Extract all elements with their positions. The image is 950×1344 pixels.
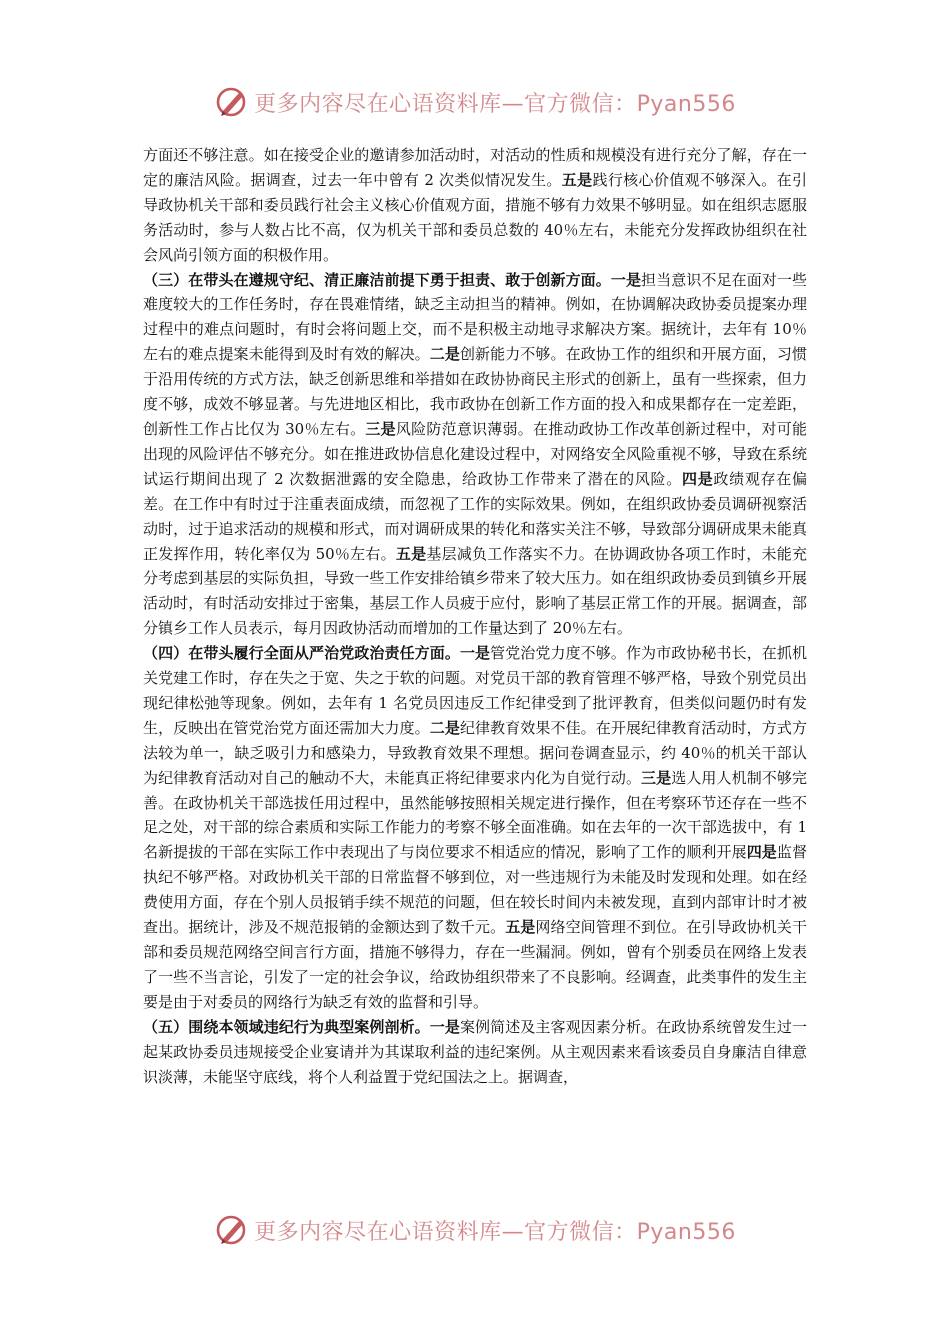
bold-run: 四是 — [746, 843, 777, 862]
watermark-text: 更多内容尽在心语资料库—官方微信：Pyan556 — [254, 91, 736, 117]
text-run: 创新能力不够。在政协工作的组织和开展方面，习惯于沿用传统的方式方法，缺乏创新思维和举措如在政协协商民主形式的创新上，虽有一些探索，但力度不够，成效不够显著。与先进地区相比，我市政协在创新工作方面的投入和成果都存在一定差距，创新性工作占比仅为 30％左右。 — [143, 345, 807, 438]
bold-run: 一是 — [459, 644, 491, 663]
watermark-header — [0, 82, 950, 122]
text-run: 网络空间管理不到位。在引导政协机关干部和委员规范网络空间言行方面，措施不够得力，存在一些漏洞。例如，曾有个别委员在网络上发表了一些不当言论，引发了一定的社会争议，给政协组织带来了不良影响。经调查，此类事件的发生主要是由于对委员的网络行为缺乏有效的监督和引导。 — [143, 918, 807, 1011]
bold-run: 三是 — [365, 419, 396, 438]
paragraph — [143, 641, 807, 1015]
bold-run: （三）在带头在遵规守纪、清正廉洁前提下勇于担责、敢于创新方面。 — [143, 270, 611, 289]
text-run: 担当意识不足在面对一些难度较大的工作任务时，存在畏难情绪，缺乏主动担当的精神。例如，在协调解决政协委员提案办理过程中的难点问题时，有时会将问题上交，而不是积极主动地寻求解决方案。据统计，去年有 10％左右的难点提案未能得到及时有效的解决。 — [143, 270, 807, 364]
paragraph — [143, 143, 807, 268]
watermark-text: 更多内容尽在心语资料库—官方微信：Pyan556 — [254, 1219, 736, 1245]
text-run: 政绩观存在偏差。在工作中有时过于注重表面成绩，而忽视了工作的实际效果。例如，在组织政协委员调研视察活动时，过于追求活动的规模和形式，而对调研成果的转化和落实关注不够，导致部分调研成果未能真正发挥作用，转化率仅为 50％左右。 — [143, 469, 807, 563]
text-run: 案例简述及主客观因素分析。在政协系统曾发生过一起某政协委员违规接受企业宴请并为其谋取利益的违纪案例。从主观因素来看该委员自身廉洁自律意识淡薄，未能坚守底线，将个人利益置于党纪国法之上。据调查， — [143, 1017, 807, 1086]
text-run: 管党治党力度不够。作为市政协秘书长，在抓机关党建工作时，存在失之于宽、失之于软的问题。对党员干部的教育管理不够严格，导致个别党员出现纪律松弛等现象。例如，去年有 1 名党员因违反工作纪律受到了批评教育，但类似问题仍时有发生，反映出在管党治党方面还需加大力度。 — [143, 644, 807, 737]
pen-logo-icon — [214, 1212, 250, 1248]
bold-run: 五是 — [395, 544, 427, 563]
text-run: 践行核心价值观不够深入。在引导政协机关干部和委员践行社会主义核心价值观方面，措施不够有力效果不够明显。如在组织志愿服务活动时，参与人数占比不高，仅为机关干部和委员总数的 40％左右，未能充分发挥政协组织在社会风尚引领方面的积极作用。 — [143, 170, 807, 264]
document-body — [143, 143, 807, 1089]
pen-logo-icon — [214, 84, 250, 120]
bold-run: （四）在带头履行全面从严治党政治责任方面。 — [143, 644, 460, 663]
paragraph — [143, 1015, 807, 1090]
bold-run: 一是 — [429, 1017, 460, 1036]
text-run: 风险防范意识薄弱。在推动政协工作改革创新过程中，对可能出现的风险评估不够充分。如在推进政协信息化建设过程中，对网络安全风险重视不够，导致在系统试运行期间出现了 2 次数据泄露的安全隐患，给政协工作带来了潜在的风险。 — [143, 419, 807, 488]
bold-run: 三是 — [641, 768, 672, 787]
text-run: 基层减负工作落实不力。在协调政协各项工作时，未能充分考虑到基层的实际负担，导致一些工作安排给镇乡带来了较大压力。如在组织政协委员到镇乡开展活动时，有时活动安排过于密集，基层工作人员疲于应付，影响了基层正常工作的开展。据调查，部分镇乡工作人员表示，每月因政协活动而增加的工作量达到了 20％左右。 — [143, 544, 807, 638]
bold-run: 二是 — [429, 345, 460, 364]
text-run: 纪律教育效果不佳。在开展纪律教育活动时，方式方法较为单一，缺乏吸引力和感染力，导致教育效果不理想。据问卷调查显示，约 40％的机关干部认为纪律教育活动对自己的触动不大，未能真正将纪律要求内化为自觉行动。 — [143, 718, 807, 787]
paragraph — [143, 268, 807, 642]
bold-run: （五）围绕本领域违纪行为典型案例剖析。 — [143, 1017, 430, 1036]
watermark-footer — [0, 1210, 950, 1250]
text-run: 方面还不够注意。如在接受企业的邀请参加活动时，对活动的性质和规模没有进行充分了解，存在一定的廉洁风险。据调查，过去一年中曾有 2 次类似情况发生。 — [143, 146, 807, 189]
bold-run: 四是 — [681, 469, 714, 488]
bold-run: 五是 — [561, 170, 593, 189]
bold-run: 二是 — [429, 718, 460, 737]
text-run: 选人用人机制不够完善。在政协机关干部选拔任用过程中，虽然能够按照相关规定进行操作，但在考察环节还存在一些不足之处，对干部的综合素质和实际工作能力的考察不够全面准确。如在去年的一次干部选拔中，有 1 名新提拔的干部在实际工作中表现出了与岗位要求不相适应的情况，影响了工作的顺利开展 — [143, 768, 807, 862]
bold-run: 五是 — [505, 918, 536, 937]
text-run: 监督执纪不够严格。对政协机关干部的日常监督不够到位，对一些违规行为未能及时发现和处理。如在经费使用方面，存在个别人员报销手续不规范的问题，但在较长时间内未被发现，直到内部审计时才被查出。据统计，涉及不规范报销的金额达到了数千元。 — [143, 843, 807, 937]
bold-run: 一是 — [610, 270, 642, 289]
